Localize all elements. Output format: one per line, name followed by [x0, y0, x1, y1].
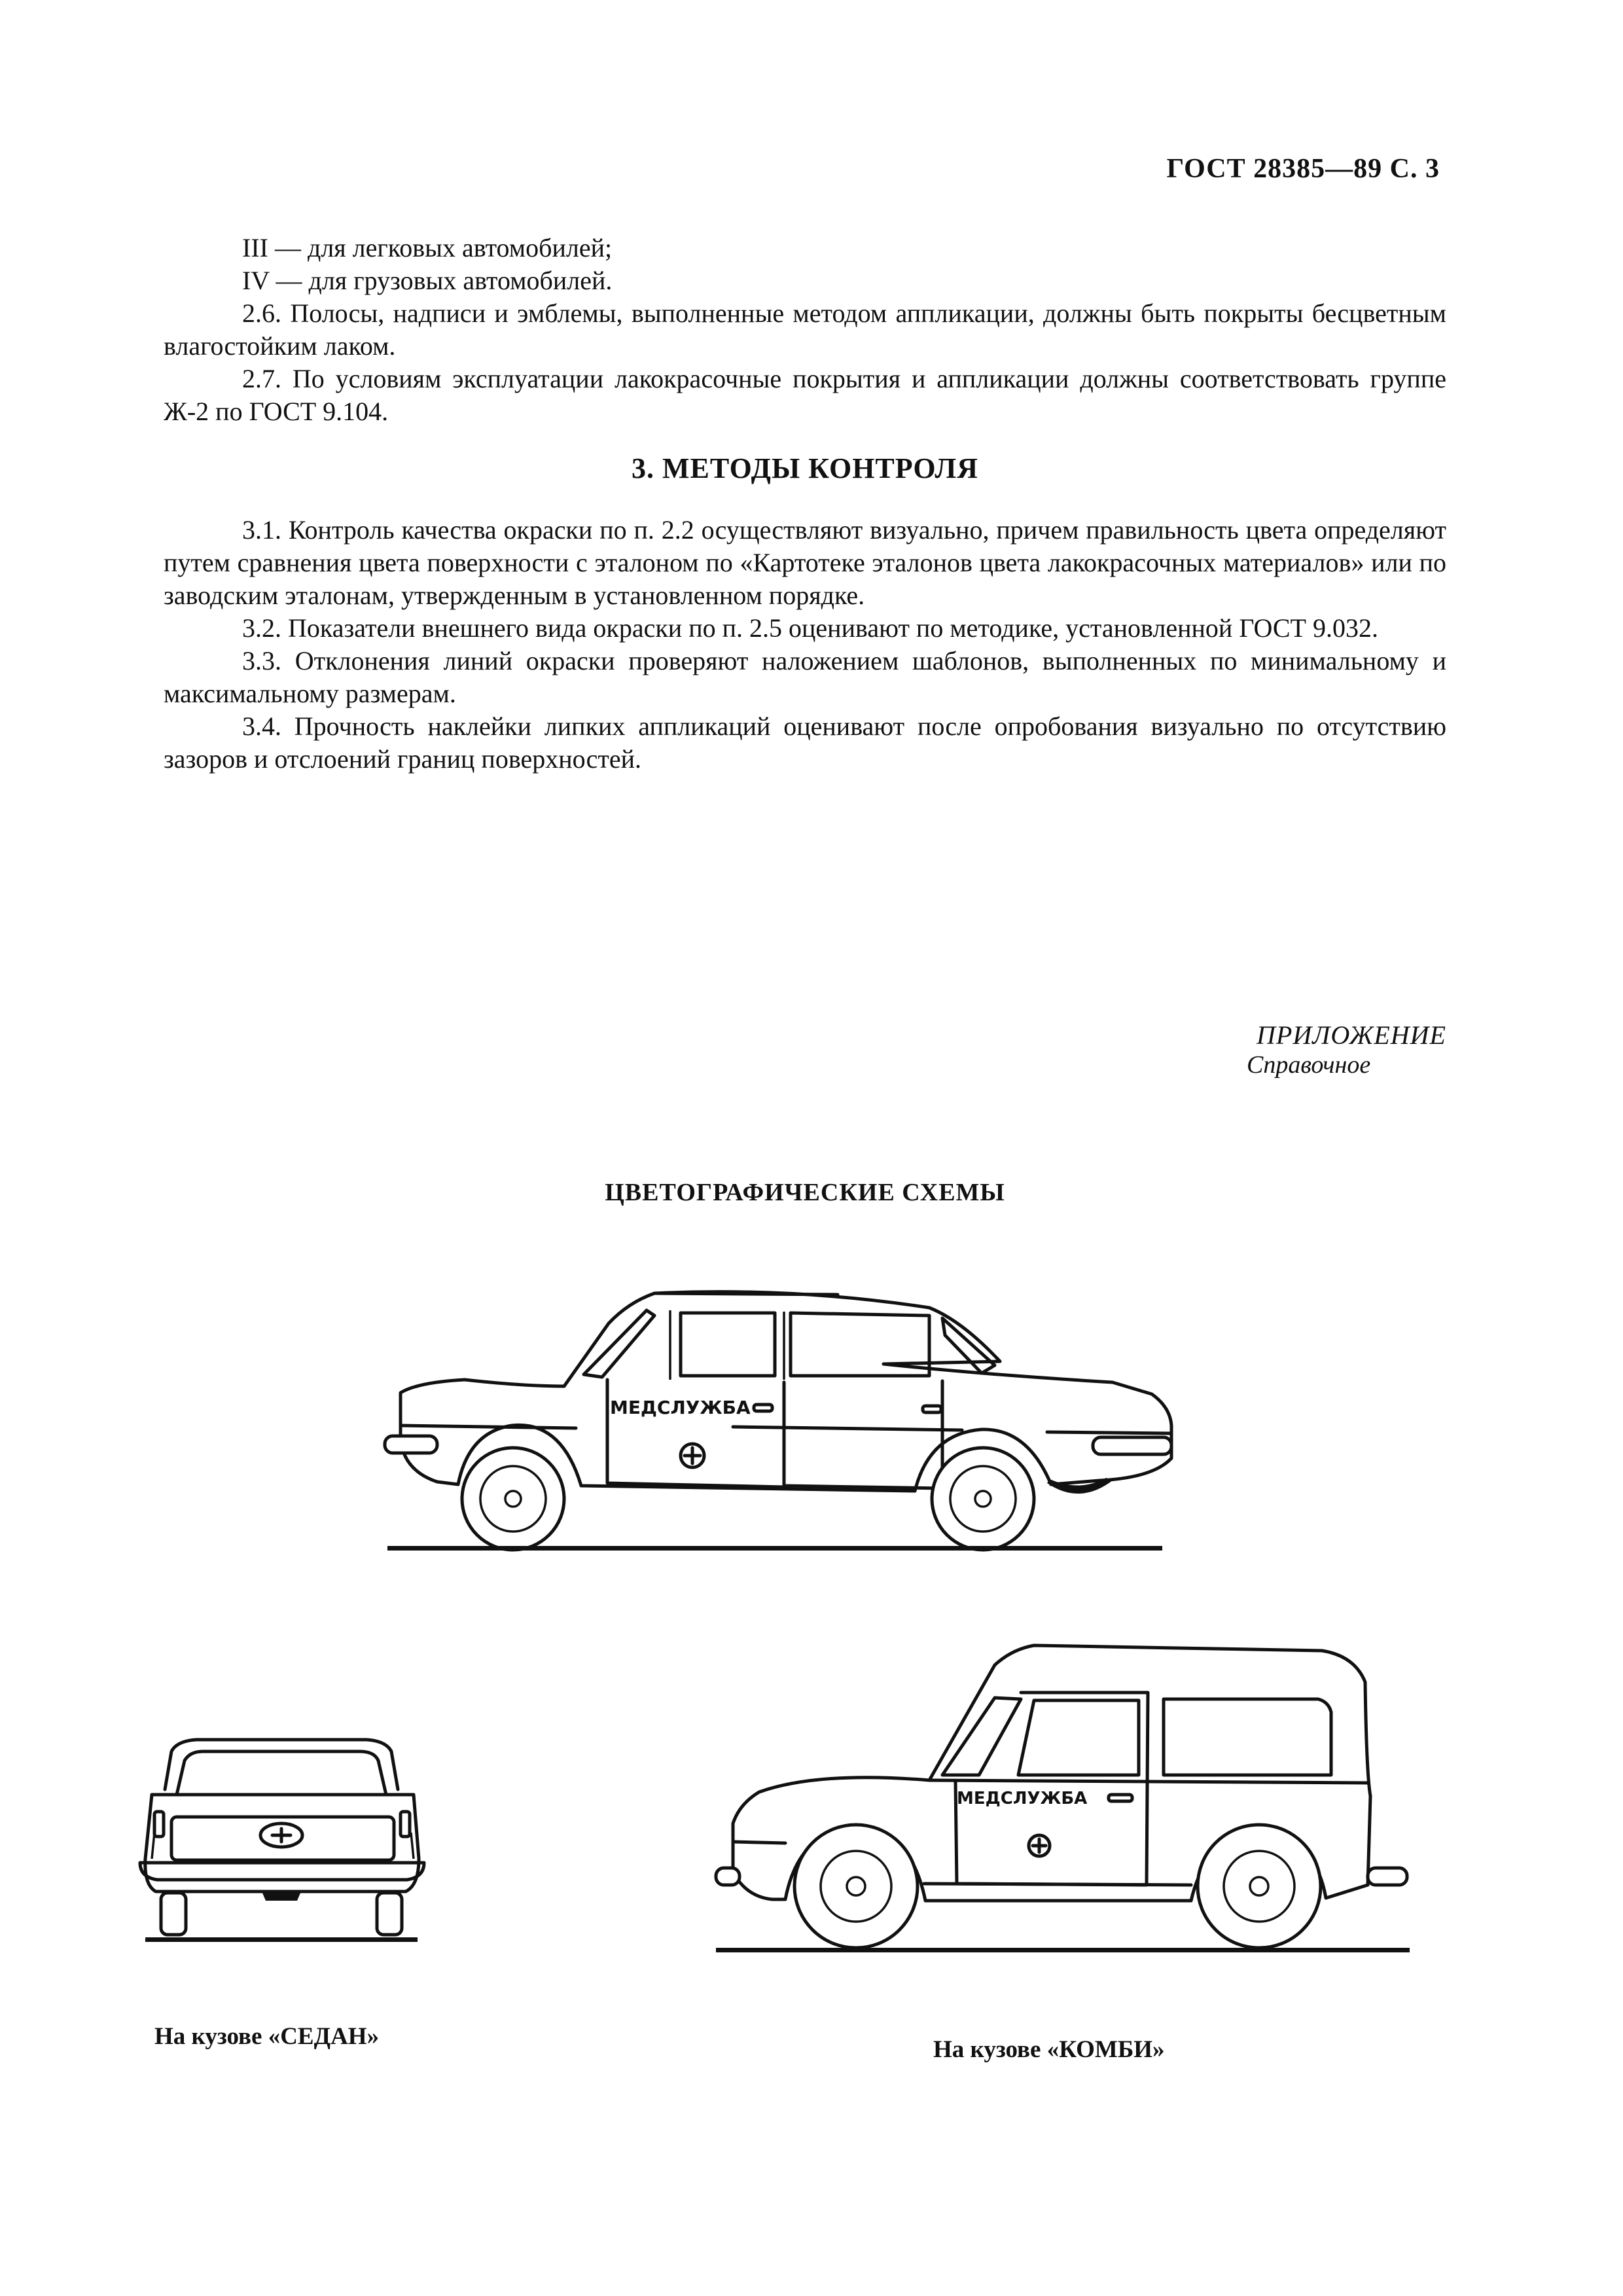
clause-2-7: 2.7. По условиям эксплуатации лакокрасочные покрытия и аппликации должны соответствовать группе Ж-2 по ГОСТ 9.104.: [164, 364, 1446, 426]
clause-2-6: 2.6. Полосы, надписи и эмблемы, выполненные методом аппликации, должны быть покрыты бесцветным влагостойким лаком.: [164, 298, 1446, 361]
appendix-kind: Справочное: [1247, 1051, 1371, 1079]
kombi-wheel-front: [794, 1825, 918, 1948]
kombi-door-label: МЕДСЛУЖБА: [957, 1789, 1088, 1808]
clause-3-3: 3.3. Отклонения линий окраски проверяют наложением шаблонов, выполненных по минимальному и максимальному размерам.: [164, 646, 1446, 708]
caption-sedan: На кузове «СЕДАН»: [154, 2023, 380, 2050]
kombi-ground-line: [716, 1948, 1410, 1952]
kombi-door-handle: [1109, 1795, 1132, 1801]
figure-title: ЦВЕТОГРАФИЧЕСКИЕ СХЕМЫ: [605, 1179, 1005, 1206]
clause-3-1: 3.1. Контроль качества окраски по п. 2.2 осуществляют визуально, причем правильность цвета определяют путем сравнения цвета поверхности с эталоном по «Картотеке эталонов цвета лакокрасочных материалов» или по заводским эталонам, утвержденным в установленном порядке.: [164, 515, 1446, 610]
caption-kombi: На кузове «КОМБИ»: [933, 2036, 1165, 2063]
kombi-wheel-rear: [1198, 1825, 1321, 1948]
clause-3-2: 3.2. Показатели внешнего вида окраски по п. 2.5 оценивают по методике, установленной ГОСТ 9.032.: [242, 613, 1378, 643]
list-item-iii: III — для легковых автомобилей;: [242, 233, 613, 262]
page-header: ГОСТ 28385—89 С. 3: [1166, 154, 1440, 184]
section-3-title: 3. МЕТОДЫ КОНТРОЛЯ: [632, 452, 978, 484]
kombi-cross-emblem: [1029, 1835, 1050, 1856]
list-item-iv: IV — для грузовых автомобилей.: [242, 266, 613, 295]
clause-3-4: 3.4. Прочность наклейки липких аппликаций оценивают после опробования визуально по отсутствию зазоров и отслоений границ поверхностей.: [164, 711, 1446, 774]
sedan-door-label: МЕДСЛУЖБА: [610, 1397, 751, 1418]
kombi-windows: [942, 1698, 1331, 1775]
appendix-label: ПРИЛОЖЕНИЕ: [1257, 1020, 1446, 1050]
